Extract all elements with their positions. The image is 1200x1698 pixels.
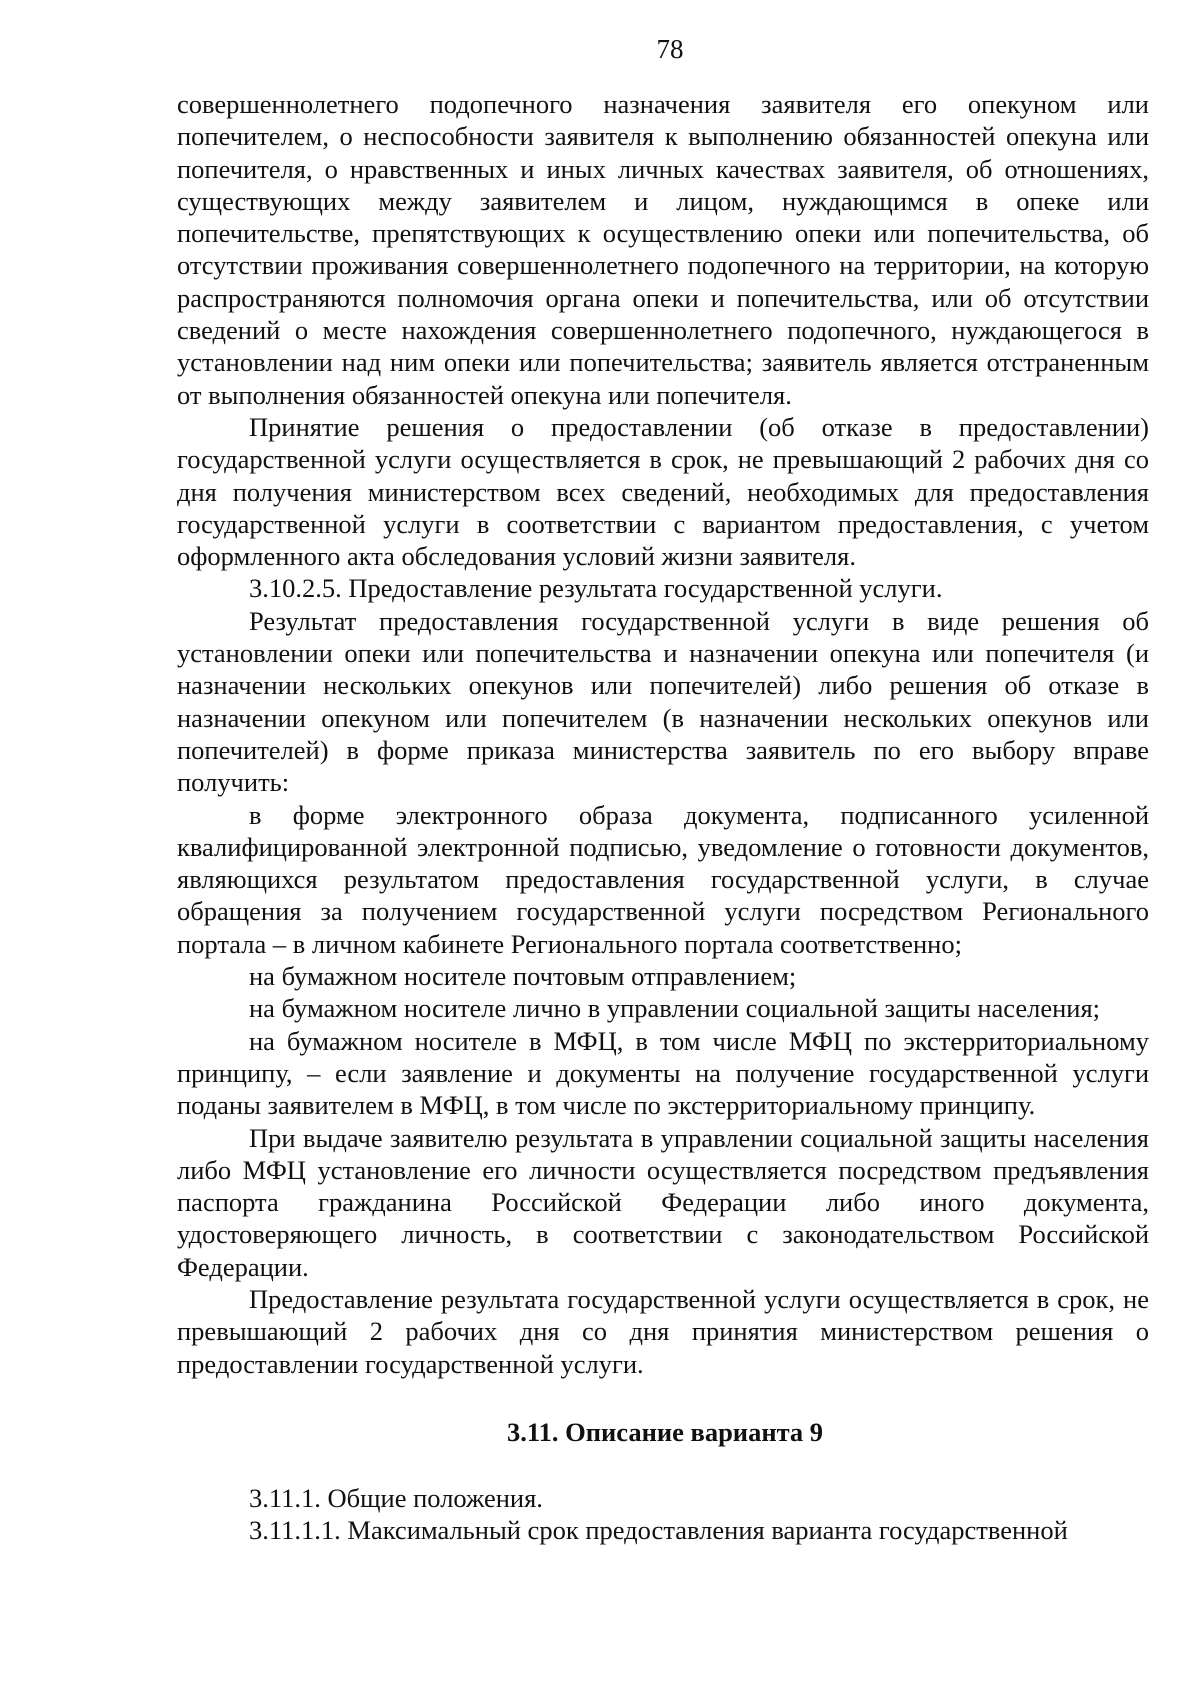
section-heading: 3.11. Описание варианта 9	[506, 1416, 824, 1447]
paragraph-postal: на бумажном носителе почтовым отправлением;	[249, 961, 797, 992]
paragraph-mfc: на бумажном носителе в МФЦ, в том числе МФЦ по экстерриториальному принципу, – если заявление и документы на получение государственной услуги поданы заявителем в МФЦ, в том числе по экстерриториальному принципу.	[177, 1025, 1149, 1121]
paragraph-decision-term: Принятие решения о предоставлении (об отказе в предоставлении) государственной услуги осуществляется в срок, не превышающий 2 рабочих дня со дня получения министерством всех сведений, необходимых для предоставления государственной услуги в соответствии с вариантом предоставления, с учетом оформленного акта обследования условий жизни заявителя.	[177, 411, 1149, 572]
paragraph-clause-3-10-2-5: 3.10.2.5. Предоставление результата государственной услуги.	[249, 573, 943, 604]
paragraph-identity: При выдаче заявителю результата в управлении социальной защиты населения либо МФЦ установление его личности осуществляется посредством предъявления паспорта гражданина Российской Федерации либо иного документа, удостоверяющего личность, в соответствии с законодательством Российской Федерации.	[177, 1122, 1149, 1282]
paragraph-result-term: Предоставление результата государственной услуги осуществляется в срок, не превышающий 2 рабочих дня со дня принятия министерством решения о предоставлении государственной услуги.	[177, 1283, 1149, 1379]
page-number: 78	[656, 34, 684, 64]
paragraph-result-options: Результат предоставления государственной услуги в виде решения об установлении опеки или попечительства и назначении опекуна или попечителя (и назначении нескольких опекунов или попечителей) либо решения об отказе в назначении опекуном или попечителем (в назначении нескольких опекунов или попечителей) в форме приказа министерства заявитель по его выбору вправе получить:	[177, 605, 1149, 798]
paragraph-electronic-form: в форме электронного образа документа, подписанного усиленной квалифицированной электронной подписью, уведомление о готовности документов, являющихся результатом предоставления государственной услуги, в случае обращения за получением государственной услуги посредством Регионального портала – в личном кабинете Регионального портала соответственно;	[177, 799, 1149, 959]
document-body	[177, 88, 1149, 1546]
paragraph-in-person: на бумажном носителе лично в управлении социальной защиты населения;	[249, 993, 1101, 1024]
paragraph-clause-3-11-1-1: 3.11.1.1. Максимальный срок предоставления варианта государственной	[249, 1515, 1068, 1546]
paragraph-continuation: совершеннолетнего подопечного назначения заявителя его опекуном или попечителем, о неспособности заявителя к выполнению обязанностей опекуна или попечителя, о нравственных и иных личных качествах заявителя, об отношениях, существующих между заявителем и лицом, нуждающимся в опеке или попечительстве, препятствующих к осуществлению опеки или попечительства, об отсутствии проживания совершеннолетнего подопечного на территории, на которую распространяются полномочия органа опеки и попечительства, или об отсутствии сведений о месте нахождения совершеннолетнего подопечного, нуждающегося в установлении над ним опеки или попечительства; заявитель является отстраненным от выполнения обязанностей опекуна или попечителя.	[177, 89, 1149, 410]
paragraph-clause-3-11-1: 3.11.1. Общие положения.	[249, 1482, 543, 1513]
